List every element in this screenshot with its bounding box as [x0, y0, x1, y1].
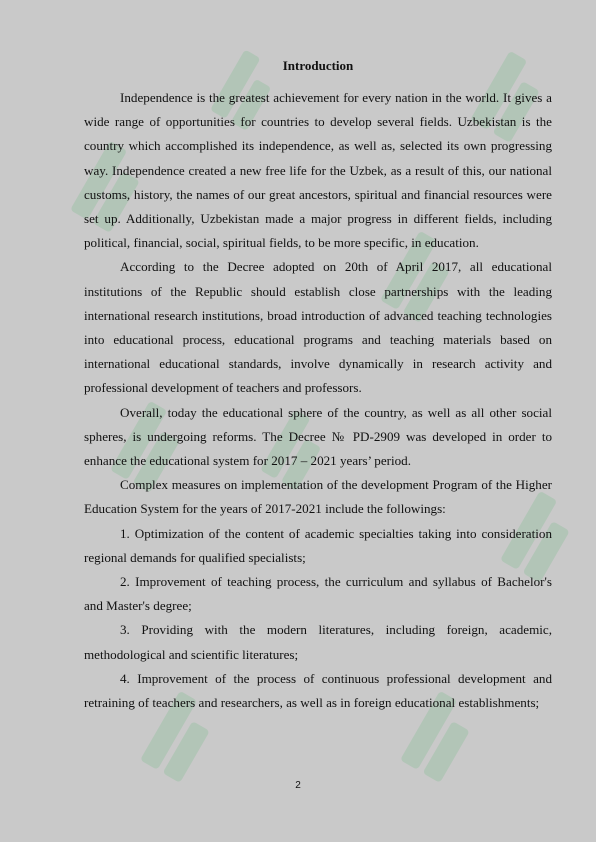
- document-body: [84, 57, 552, 715]
- list-item-3: 3. Providing with the modern literatures, including foreign, academic, methodological and scientific literatures;: [84, 622, 552, 662]
- list-item-2: 2. Improvement of teaching process, the curriculum and syllabus of Bachelor's and Master's degree;: [84, 574, 552, 614]
- paragraph-complex-measures: Complex measures on implementation of the development Program of the Higher Education System for the years of 2017-2021 include the followings:: [84, 477, 552, 517]
- list-item-1: 1. Optimization of the content of academic specialties taking into consideration regional demands for qualified specialists;: [84, 525, 552, 565]
- page-number: 2: [295, 780, 301, 791]
- paragraph-decree-2017: According to the Decree adopted on 20th of April 2017, all educational institutions of the Republic should establish close partnerships with the leading international research institutions, broad introduction of advanced teaching technologies into educational process, educational programs and teaching materials based on international educational standards, involve dynamically in research activity and professional development of teachers and professors.: [84, 259, 552, 396]
- list-item-4: 4. Improvement of the process of continuous professional development and retraining of teachers and researchers, as well as in foreign educational establishments;: [84, 670, 552, 711]
- paragraph-independence: Independence is the greatest achievement for every nation in the world. It gives a wide range of opportunities for countries to develop several fields. Uzbekistan is the country which accomplished its independence, as well as, selected its own progressing way. Independence created a new free life for the Uzbek, as a result of this, our national customs, history, the names of our great ancestors, spiritual and financial resources were set up. Additionally, Uzbekistan made a major progress in different fields, including political, financial, social, spiritual fields, to be more specific, in education.: [84, 90, 552, 251]
- document-title: Introduction: [282, 58, 354, 73]
- paragraph-reforms: Overall, today the educational sphere of the country, as well as all other social spheres, is undergoing reforms. The Decree № PD-2909 was developed in order to enhance the educational system for 2017 – 2021 years’ period.: [84, 404, 552, 469]
